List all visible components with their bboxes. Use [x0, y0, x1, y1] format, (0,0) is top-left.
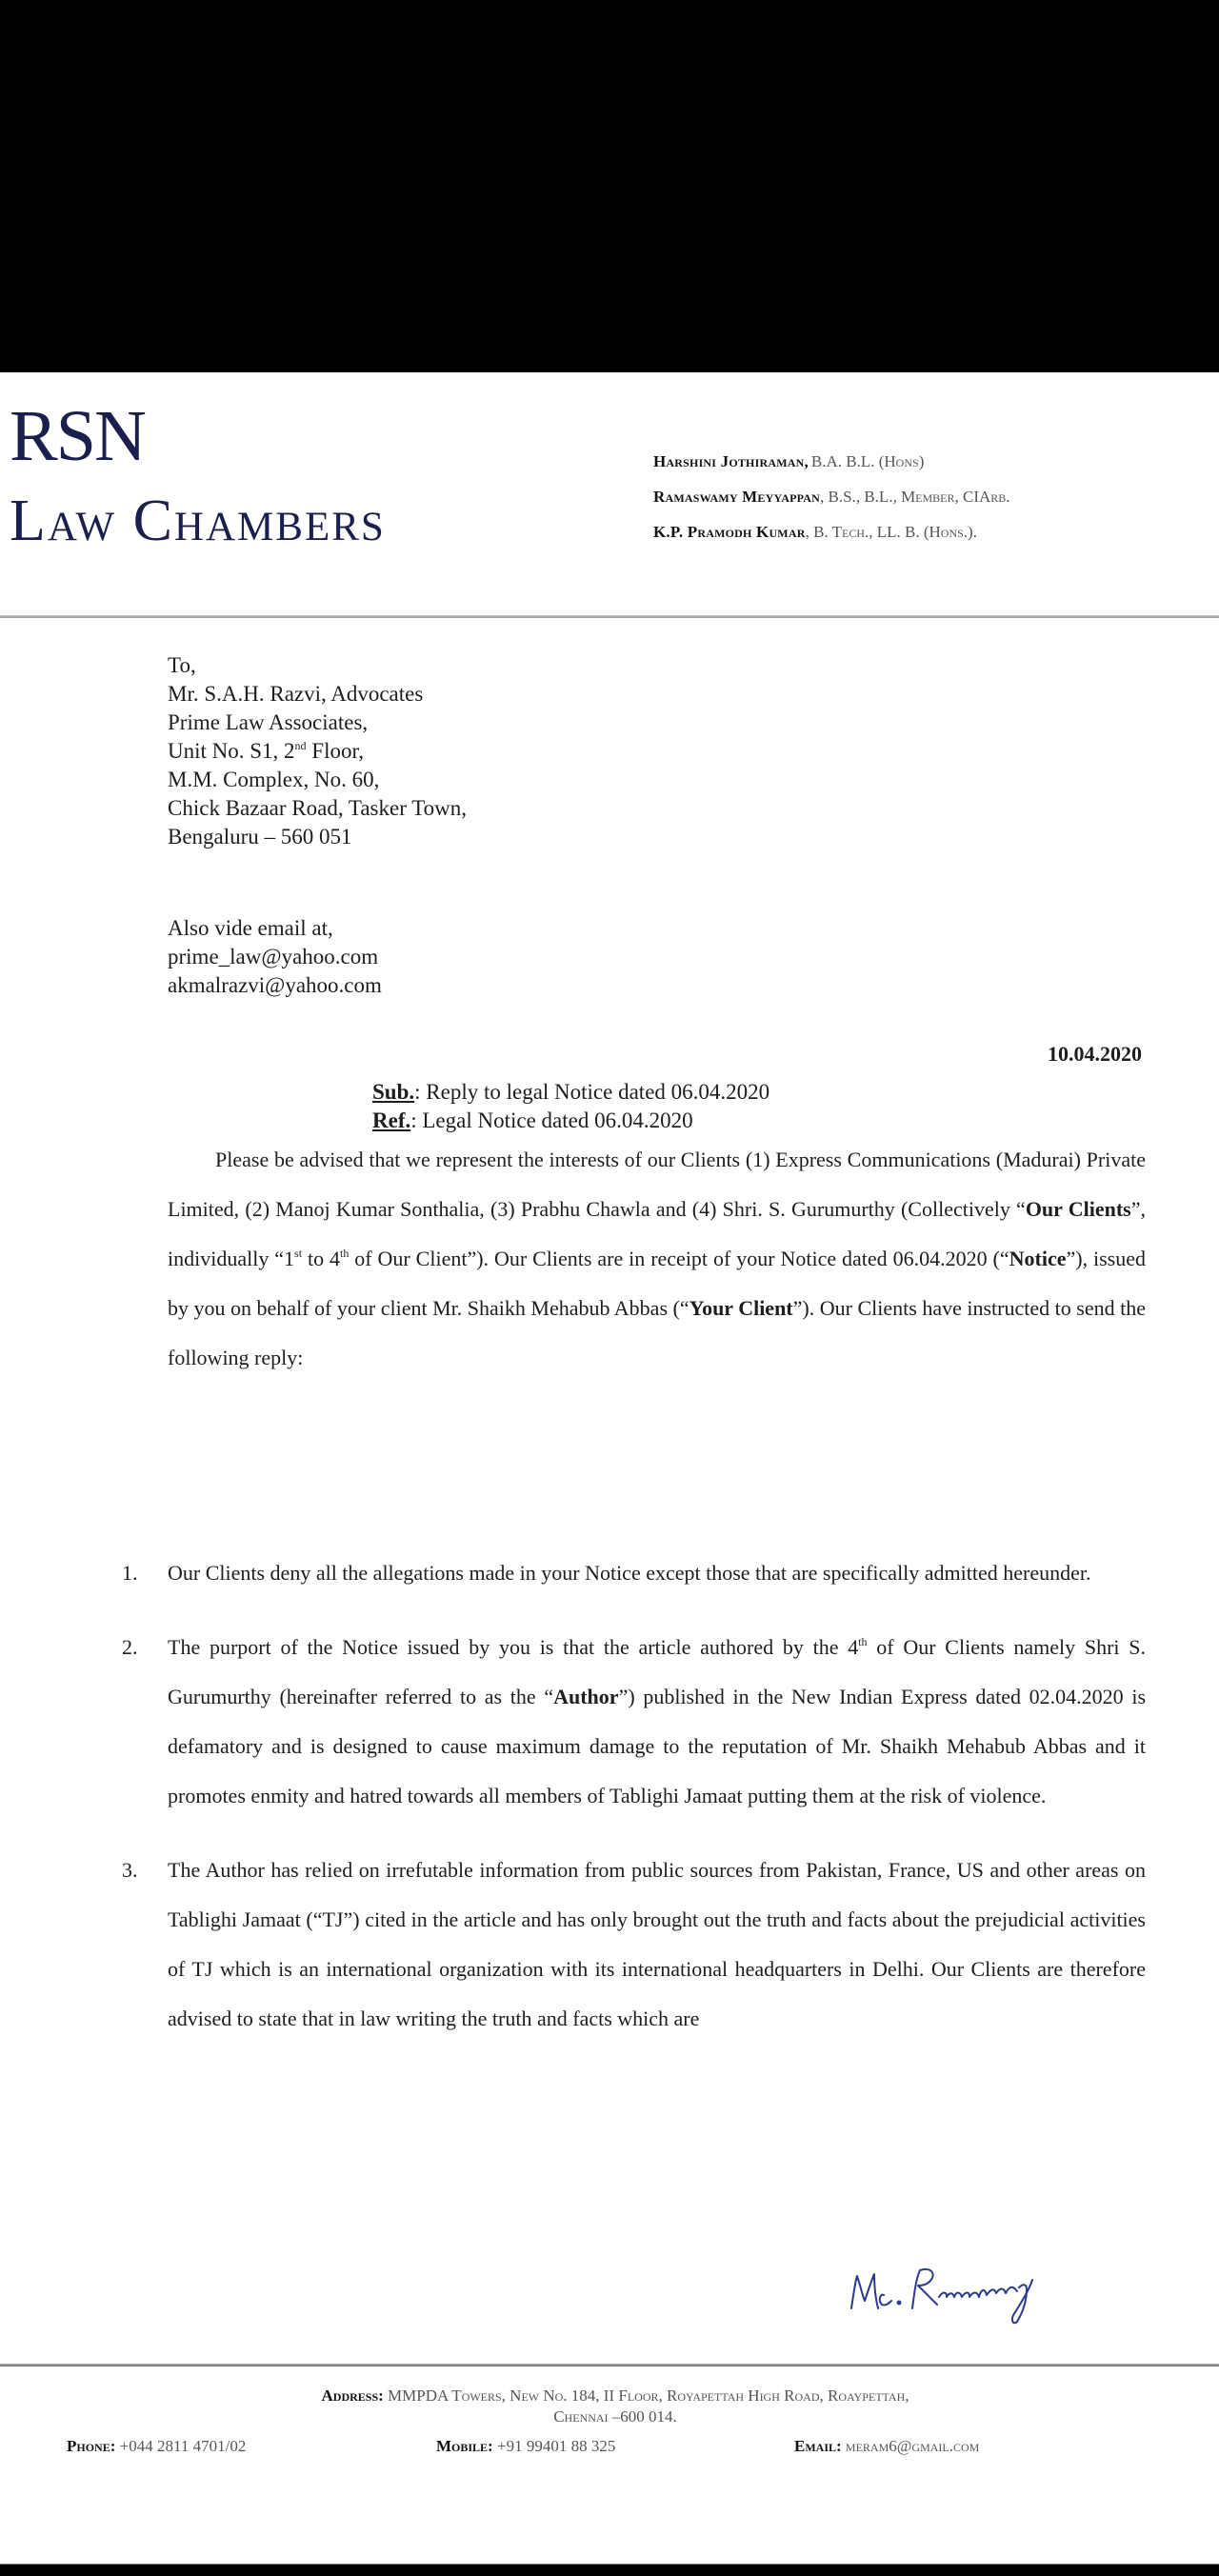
top-black-bar — [0, 0, 1219, 372]
subject-reference — [372, 1078, 769, 1135]
addressee-floor: Floor, — [306, 739, 364, 763]
phone-label: Phone: — [67, 2437, 116, 2455]
defined-term: Your Client — [689, 1296, 793, 1320]
text-run: ”) published in the New Indian Express dated 02.04.2020 is defamatory and is designed to cause maximum damage to the reputation of Mr. Shaikh Mehabub Abbas and it promotes enmity and hatred towards all members of Tablighi Jamaat putting them at the risk of violence. — [168, 1685, 1147, 1807]
mobile-group — [436, 2437, 615, 2456]
item-text — [168, 1623, 1146, 1821]
partner-item — [653, 479, 1010, 514]
text-run: The purport of the Notice issued by you is that the article authored by the 4 — [168, 1635, 859, 1659]
addressee-line: Mr. S.A.H. Razvi, Advocates — [168, 682, 424, 706]
partner-qualifications: B.A. B.L. (Hons) — [810, 452, 925, 470]
subject-label: Sub. — [372, 1080, 415, 1104]
text-run: ”, individually “1 — [168, 1197, 1147, 1270]
phone-value: +044 2811 4701/02 — [119, 2437, 247, 2455]
email-address: akmalrazvi@yahoo.com — [168, 973, 382, 997]
text-run: Please be advised that we represent the interests of our Clients (1) Express Communications (Madurai) Private Limited, (2) Manoj Kumar Sonthalia, (3) Prabhu Chawla and (4) Shri. S. Gurumurthy (Collectively “ — [168, 1148, 1146, 1221]
list-item — [122, 1548, 1146, 1598]
superscript: th — [340, 1247, 350, 1260]
email-block — [168, 914, 382, 1000]
letter-date: 10.04.2020 — [1048, 1042, 1142, 1066]
addressee-line: Prime Law Associates, — [168, 710, 369, 734]
text-run: ”), issued by you on behalf of your client Mr. Shaikh Mehabub Abbas (“ — [168, 1247, 1147, 1320]
header-divider — [0, 615, 1219, 618]
handwritten-signature — [846, 2259, 1065, 2326]
addressee-line: Chick Bazaar Road, Tasker Town, — [168, 796, 468, 820]
superscript: st — [294, 1247, 303, 1260]
numbered-list — [122, 1548, 1146, 2068]
mobile-value: +91 99401 88 325 — [496, 2437, 616, 2455]
defined-term: Author — [553, 1685, 619, 1708]
reference-label: Ref. — [372, 1108, 411, 1132]
partner-item — [653, 514, 1010, 549]
reference-text: : Legal Notice dated 06.04.2020 — [410, 1108, 693, 1132]
footer-contacts — [0, 2437, 1219, 2466]
item-text: The Author has relied on irrefutable information from public sources from Pakistan, France, US and other areas on Tablighi Jamaat (“TJ”) cited in the article and has only brought out the truth and facts about the prejudicial activities of TJ which is an international organization with its international headquarters in Delhi. Our Clients are therefore advised to state that in law writing the truth and facts which are — [168, 1858, 1146, 2030]
addressee-block — [168, 651, 467, 851]
superscript: nd — [294, 739, 307, 752]
addressee-unit: Unit No. S1, 2 — [168, 739, 295, 763]
text-run: to 4 — [302, 1247, 341, 1270]
addressee-line — [168, 737, 467, 766]
text-run: of Our Clients namely Shri S. Gurumurthy (hereinafter referred to as the “ — [168, 1635, 1147, 1708]
partner-qualifications: , B. Tech., LL. B. (Hons.). — [805, 523, 977, 541]
footer-address — [0, 2386, 1219, 2427]
reference-line — [372, 1107, 769, 1135]
item-number: 3. — [122, 1858, 138, 1882]
text-run: of Our Client”). Our Clients are in receipt of your Notice dated 06.04.2020 (“ — [349, 1247, 1009, 1270]
address-line-1: MMPDA Towers, New No. 184, II Floor, Royapettah High Road, Roaypettah, — [388, 2386, 909, 2405]
item-number: 1. — [122, 1561, 138, 1585]
defined-term: Our Clients — [1025, 1197, 1131, 1221]
subject-line — [372, 1078, 769, 1107]
email-address: prime_law@yahoo.com — [168, 945, 379, 968]
address-line-2: Chennai –600 014. — [553, 2407, 677, 2426]
footer-divider — [0, 2364, 1219, 2366]
address-label: Address: — [321, 2386, 384, 2405]
list-item — [122, 1623, 1146, 1821]
letterhead-footer — [0, 2386, 1219, 2466]
partner-name: Ramaswamy Meyyappan — [653, 488, 821, 506]
item-number: 2. — [122, 1635, 138, 1659]
firm-logo — [10, 398, 386, 554]
logo-rsn: RSN — [10, 396, 145, 476]
addressee-line: Bengaluru – 560 051 — [168, 825, 352, 849]
item-text: Our Clients deny all the allegations made in your Notice except those that are specifically admitted hereunder. — [168, 1561, 1091, 1585]
email-group — [794, 2437, 979, 2456]
partner-name: K.P. Pramodh Kumar — [653, 523, 806, 541]
addressee-line: To, — [168, 653, 196, 677]
logo-law-chambers: Law Chambers — [10, 489, 386, 553]
addressee-line: M.M. Complex, No. 60, — [168, 768, 380, 791]
partner-name: Harshini Jothiraman, — [653, 452, 809, 470]
intro-paragraph — [168, 1135, 1146, 1383]
bottom-black-bar — [0, 2564, 1219, 2576]
superscript: th — [858, 1635, 868, 1648]
email-label: Email: — [794, 2437, 842, 2455]
text-run: ”). Our Clients have instructed to send the following reply: — [168, 1296, 1146, 1369]
phone-group — [67, 2437, 246, 2456]
partner-item — [653, 444, 1010, 479]
partner-qualifications: , B.S., B.L., Member, CIArb. — [820, 488, 1010, 506]
email-intro: Also vide email at, — [168, 916, 333, 940]
defined-term: Notice — [1009, 1247, 1067, 1270]
partners-list — [653, 444, 1010, 549]
email-value: meram6@gmail.com — [845, 2437, 980, 2455]
subject-text: : Reply to legal Notice dated 06.04.2020 — [414, 1080, 770, 1104]
list-item — [122, 1846, 1146, 2044]
mobile-label: Mobile: — [436, 2437, 493, 2455]
